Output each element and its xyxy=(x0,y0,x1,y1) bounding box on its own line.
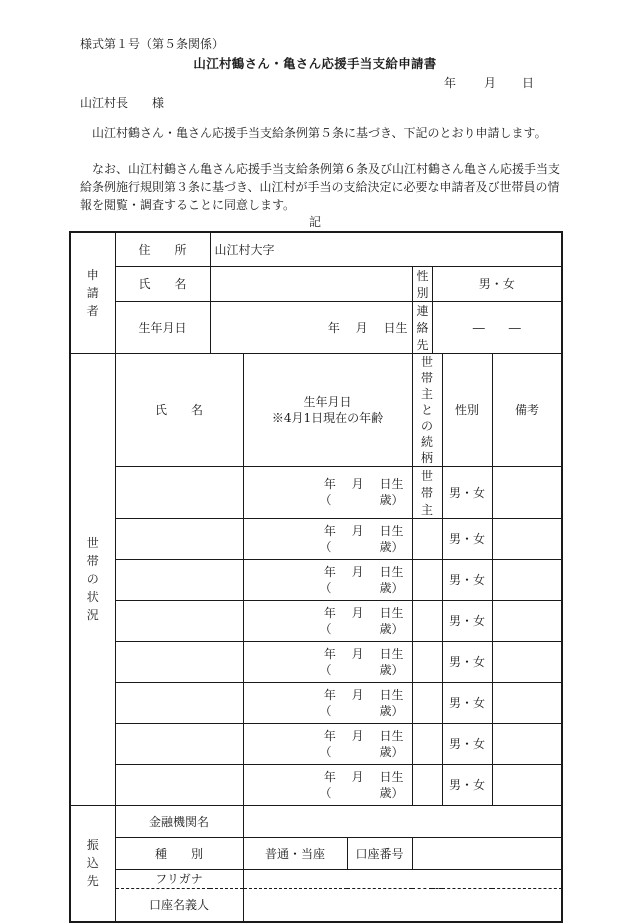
member-relation-field[interactable] xyxy=(412,600,442,641)
member-gender-field[interactable]: 男・女 xyxy=(442,682,492,723)
household-section-label: 世 帯 の 状 況 xyxy=(70,353,115,805)
household-row xyxy=(70,641,562,682)
paragraph-1: 山江村鶴さん・亀さん応援手当支給条例第５条に基づき、下記のとおり申請します。 xyxy=(80,126,547,140)
household-remarks-header: 備考 xyxy=(492,353,562,466)
member-name-field[interactable] xyxy=(115,682,243,723)
member-name-field[interactable] xyxy=(115,466,243,518)
bank-name-field[interactable] xyxy=(243,805,562,837)
member-relation-field[interactable] xyxy=(412,559,442,600)
date-day: 日 xyxy=(522,76,535,90)
furigana-label: フリガナ xyxy=(115,869,243,888)
member-name-field[interactable] xyxy=(115,600,243,641)
member-birth-field[interactable]: 年 月 日生 （ 歳） xyxy=(243,518,412,559)
transfer-section-label: 振 込 先 xyxy=(70,805,115,922)
household-birth-header: 生年月日 ※4月1日現在の年齢 xyxy=(243,353,412,466)
account-holder-field[interactable] xyxy=(243,888,562,922)
member-gender-field[interactable]: 男・女 xyxy=(442,764,492,805)
member-relation-field[interactable] xyxy=(412,764,442,805)
household-row xyxy=(70,682,562,723)
member-gender-field[interactable]: 男・女 xyxy=(442,641,492,682)
applicant-section-label: 申 請 者 xyxy=(70,232,115,353)
household-row xyxy=(70,723,562,764)
contact-label: 連絡先 xyxy=(412,301,432,353)
household-row xyxy=(70,559,562,600)
member-birth-field[interactable]: 年 月 日生 （ 歳） xyxy=(243,723,412,764)
member-relation-field[interactable]: 世帯主 xyxy=(412,466,442,518)
member-gender-field[interactable]: 男・女 xyxy=(442,559,492,600)
member-relation-field[interactable] xyxy=(412,682,442,723)
form-number: 様式第１号（第５条関係） xyxy=(80,37,225,51)
household-row xyxy=(70,764,562,805)
address-field[interactable]: 山江村大字 xyxy=(210,232,562,266)
member-remarks-field[interactable] xyxy=(492,600,562,641)
birth-label: 生年月日 xyxy=(115,301,210,353)
date-line xyxy=(444,74,534,91)
member-remarks-field[interactable] xyxy=(492,682,562,723)
page-title: 山江村鶴さん・亀さん応援手当支給申請書 xyxy=(193,56,437,71)
member-name-field[interactable] xyxy=(115,518,243,559)
applicant-gender-field[interactable]: 男・女 xyxy=(432,266,562,301)
member-gender-field[interactable]: 男・女 xyxy=(442,518,492,559)
household-name-header: 氏 名 xyxy=(115,353,243,466)
member-remarks-field[interactable] xyxy=(492,723,562,764)
ki-heading: 記 xyxy=(308,215,321,229)
addressee: 山江村長 様 xyxy=(80,96,165,110)
member-gender-field[interactable]: 男・女 xyxy=(442,600,492,641)
name-field[interactable] xyxy=(210,266,412,301)
member-name-field[interactable] xyxy=(115,723,243,764)
household-row xyxy=(70,466,562,518)
contact-field[interactable]: ― ― xyxy=(432,301,562,353)
household-row xyxy=(70,518,562,559)
furigana-field[interactable] xyxy=(243,869,562,888)
member-birth-field[interactable]: 年 月 日生 （ 歳） xyxy=(243,600,412,641)
applicant-birth-field[interactable]: 年 月 日生 xyxy=(210,301,412,353)
gender-label: 性別 xyxy=(412,266,432,301)
member-birth-field[interactable]: 年 月 日生 （ 歳） xyxy=(243,641,412,682)
member-birth-field[interactable]: 年 月 日生 （ 歳） xyxy=(243,764,412,805)
account-type-label: 種 別 xyxy=(115,837,243,869)
account-holder-label: 口座名義人 xyxy=(115,888,243,922)
member-birth-field[interactable]: 年 月 日生 （ 歳） xyxy=(243,682,412,723)
date-year: 年 xyxy=(444,76,457,90)
household-relation-header: 世帯主と の続柄 xyxy=(412,353,442,466)
member-relation-field[interactable] xyxy=(412,518,442,559)
member-remarks-field[interactable] xyxy=(492,559,562,600)
member-gender-field[interactable]: 男・女 xyxy=(442,723,492,764)
account-number-field[interactable] xyxy=(412,837,562,869)
member-remarks-field[interactable] xyxy=(492,466,562,518)
account-number-label: 口座番号 xyxy=(347,837,412,869)
paragraph-2: なお、山江村鶴さん亀さん応援手当支給条例第６条及び山江村鶴さん亀さん応援手当支給条例施行規則第３条に基づき、山江村が手当の支給決定に必要な申請者及び世帯員の情報を閲覧・調査することに同意します。 xyxy=(80,162,561,212)
member-name-field[interactable] xyxy=(115,641,243,682)
member-name-field[interactable] xyxy=(115,559,243,600)
member-name-field[interactable] xyxy=(115,764,243,805)
member-birth-field[interactable]: 年 月 日生 （ 歳） xyxy=(243,559,412,600)
member-relation-field[interactable] xyxy=(412,723,442,764)
member-remarks-field[interactable] xyxy=(492,641,562,682)
household-row xyxy=(70,600,562,641)
member-relation-field[interactable] xyxy=(412,641,442,682)
account-type-field[interactable]: 普通・当座 xyxy=(243,837,347,869)
name-label: 氏 名 xyxy=(115,266,210,301)
bank-name-label: 金融機関名 xyxy=(115,805,243,837)
household-gender-header: 性別 xyxy=(442,353,492,466)
member-birth-field[interactable]: 年 月 日生 （ 歳） xyxy=(243,466,412,518)
address-label: 住 所 xyxy=(115,232,210,266)
member-gender-field[interactable]: 男・女 xyxy=(442,466,492,518)
application-table xyxy=(69,231,563,923)
date-month: 月 xyxy=(484,76,497,90)
member-remarks-field[interactable] xyxy=(492,764,562,805)
member-remarks-field[interactable] xyxy=(492,518,562,559)
